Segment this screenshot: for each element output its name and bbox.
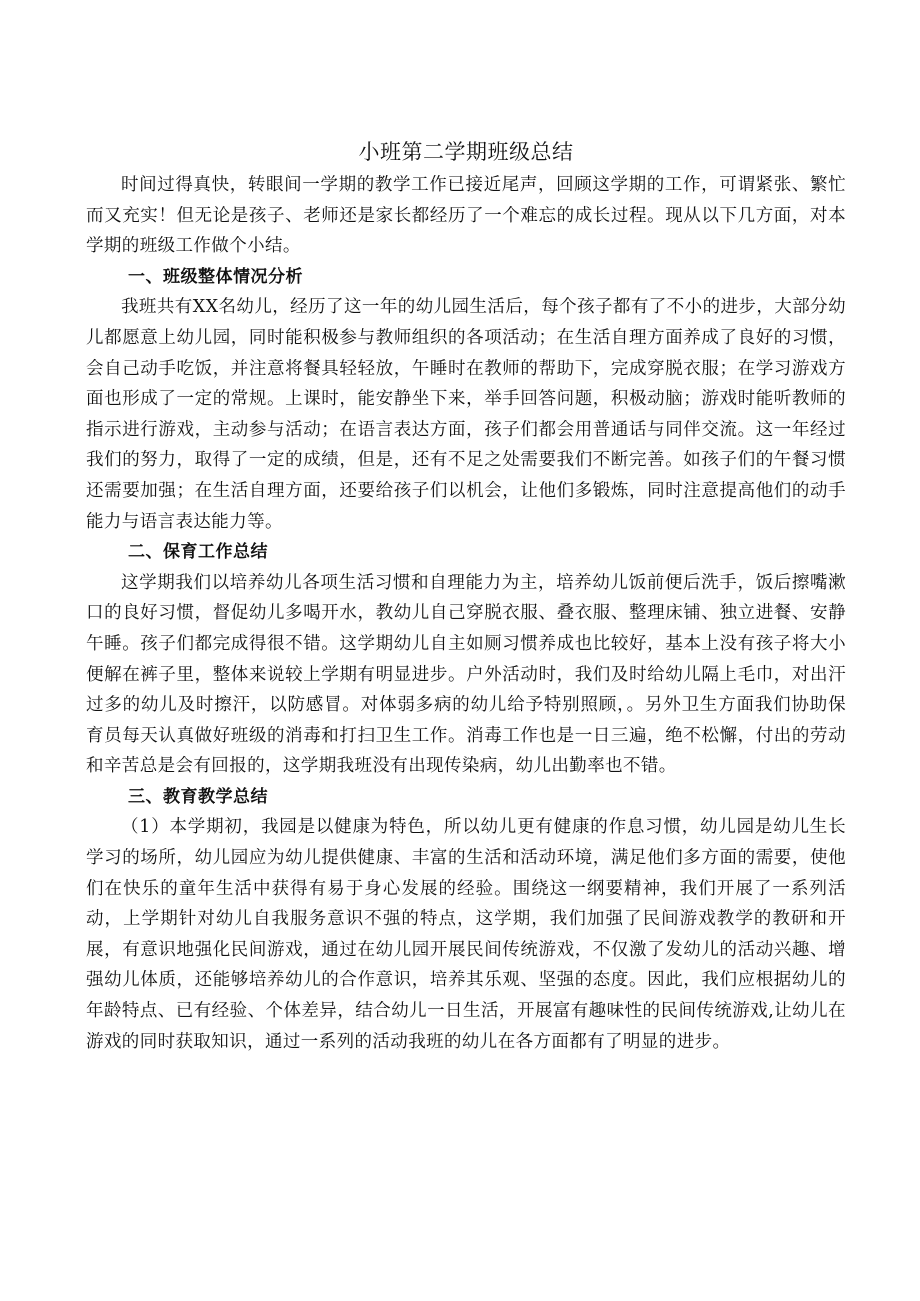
section-heading-overview: 一、班级整体情况分析 bbox=[128, 266, 303, 287]
section-heading-care-work: 二、保育工作总结 bbox=[128, 542, 268, 563]
document-title: 小班第二学期班级总结 bbox=[358, 140, 574, 164]
section-body-teaching: （1）本学期初，我园是以健康为特色，所以幼儿更有健康的作息习惯，幼儿园是幼儿生长学习的场所，幼儿园应为幼儿提供健康、丰富的生活和活动环境，满足他们多方面的需要，使他们在快乐的童年生活中获得有易于身心发展的经验。围绕这一纲要精神，我们开展了一系列活动，上学期针对幼儿自我服务意识不强的特点，这学期，我们加强了民间游戏教学的教研和开展，有意识地强化民间游戏，通过在幼儿园开展民间传统游戏，不仅激了发幼儿的活动兴趣、增强幼儿体质，还能够培养幼儿的合作意识，培养其乐观、坚强的态度。因此，我们应根据幼儿的年龄特点、已有经验、个体差异，结合幼儿一日生活，开展富有趣味性的民间传统游戏,让幼儿在游戏的同时获取知识，通过一系列的活动我班的幼儿在各方面都有了明显的进步。 bbox=[86, 817, 846, 1052]
document-page bbox=[86, 134, 846, 1057]
section-body-overview: 我班共有XX名幼儿，经历了这一年的幼儿园生活后，每个孩子都有了不小的进步，大部分幼儿都愿意上幼儿园，同时能积极参与教师组织的各项活动；在生活自理方面养成了良好的习惯，会自己动手吃饭，并注意将餐具轻轻放，午睡时在教师的帮助下，完成穿脱衣服；在学习游戏方面也形成了一定的常规。上课时，能安静坐下来，举手回答问题，积极动脑；游戏时能听教师的指示进行游戏，主动参与活动；在语言表达方面，孩子们都会用普通话与同伴交流。这一年经过我们的努力，取得了一定的成绩，但是，还有不足之处需要我们不断完善。如孩子们的午餐习惯还需要加强；在生活自理方面，还要给孩子们以机会，让他们多锻炼，同时注意提高他们的动手能力与语言表达能力等。 bbox=[86, 297, 846, 532]
intro-paragraph: 时间过得真快，转眼间一学期的教学工作已接近尾声，回顾这学期的工作，可谓紧张、繁忙而又充实！但无论是孩子、老师还是家长都经历了一个难忘的成长过程。现从以下几方面，对本学期的班级工作做个小结。 bbox=[86, 175, 846, 257]
section-heading-teaching: 三、教育教学总结 bbox=[128, 786, 268, 807]
section-body-care-work: 这学期我们以培养幼儿各项生活习惯和自理能力为主，培养幼儿饭前便后洗手，饭后擦嘴漱口的良好习惯，督促幼儿多喝开水，教幼儿自己穿脱衣服、叠衣服、整理床铺、独立进餐、安静午睡。孩子们都完成得很不错。这学期幼儿自主如厕习惯养成也比较好，基本上没有孩子将大小便解在裤子里，整体来说较上学期有明显进步。户外活动时，我们及时给幼儿隔上毛巾，对出汗过多的幼儿及时擦汗，以防感冒。对体弱多病的幼儿给予特别照顾，。另外卫生方面我们协助保育员每天认真做好班级的消毒和打扫卫生工作。消毒工作也是一日三遍，绝不松懈，付出的劳动和辛苦总是会有回报的，这学期我班没有出现传染病，幼儿出勤率也不错。 bbox=[86, 572, 846, 777]
